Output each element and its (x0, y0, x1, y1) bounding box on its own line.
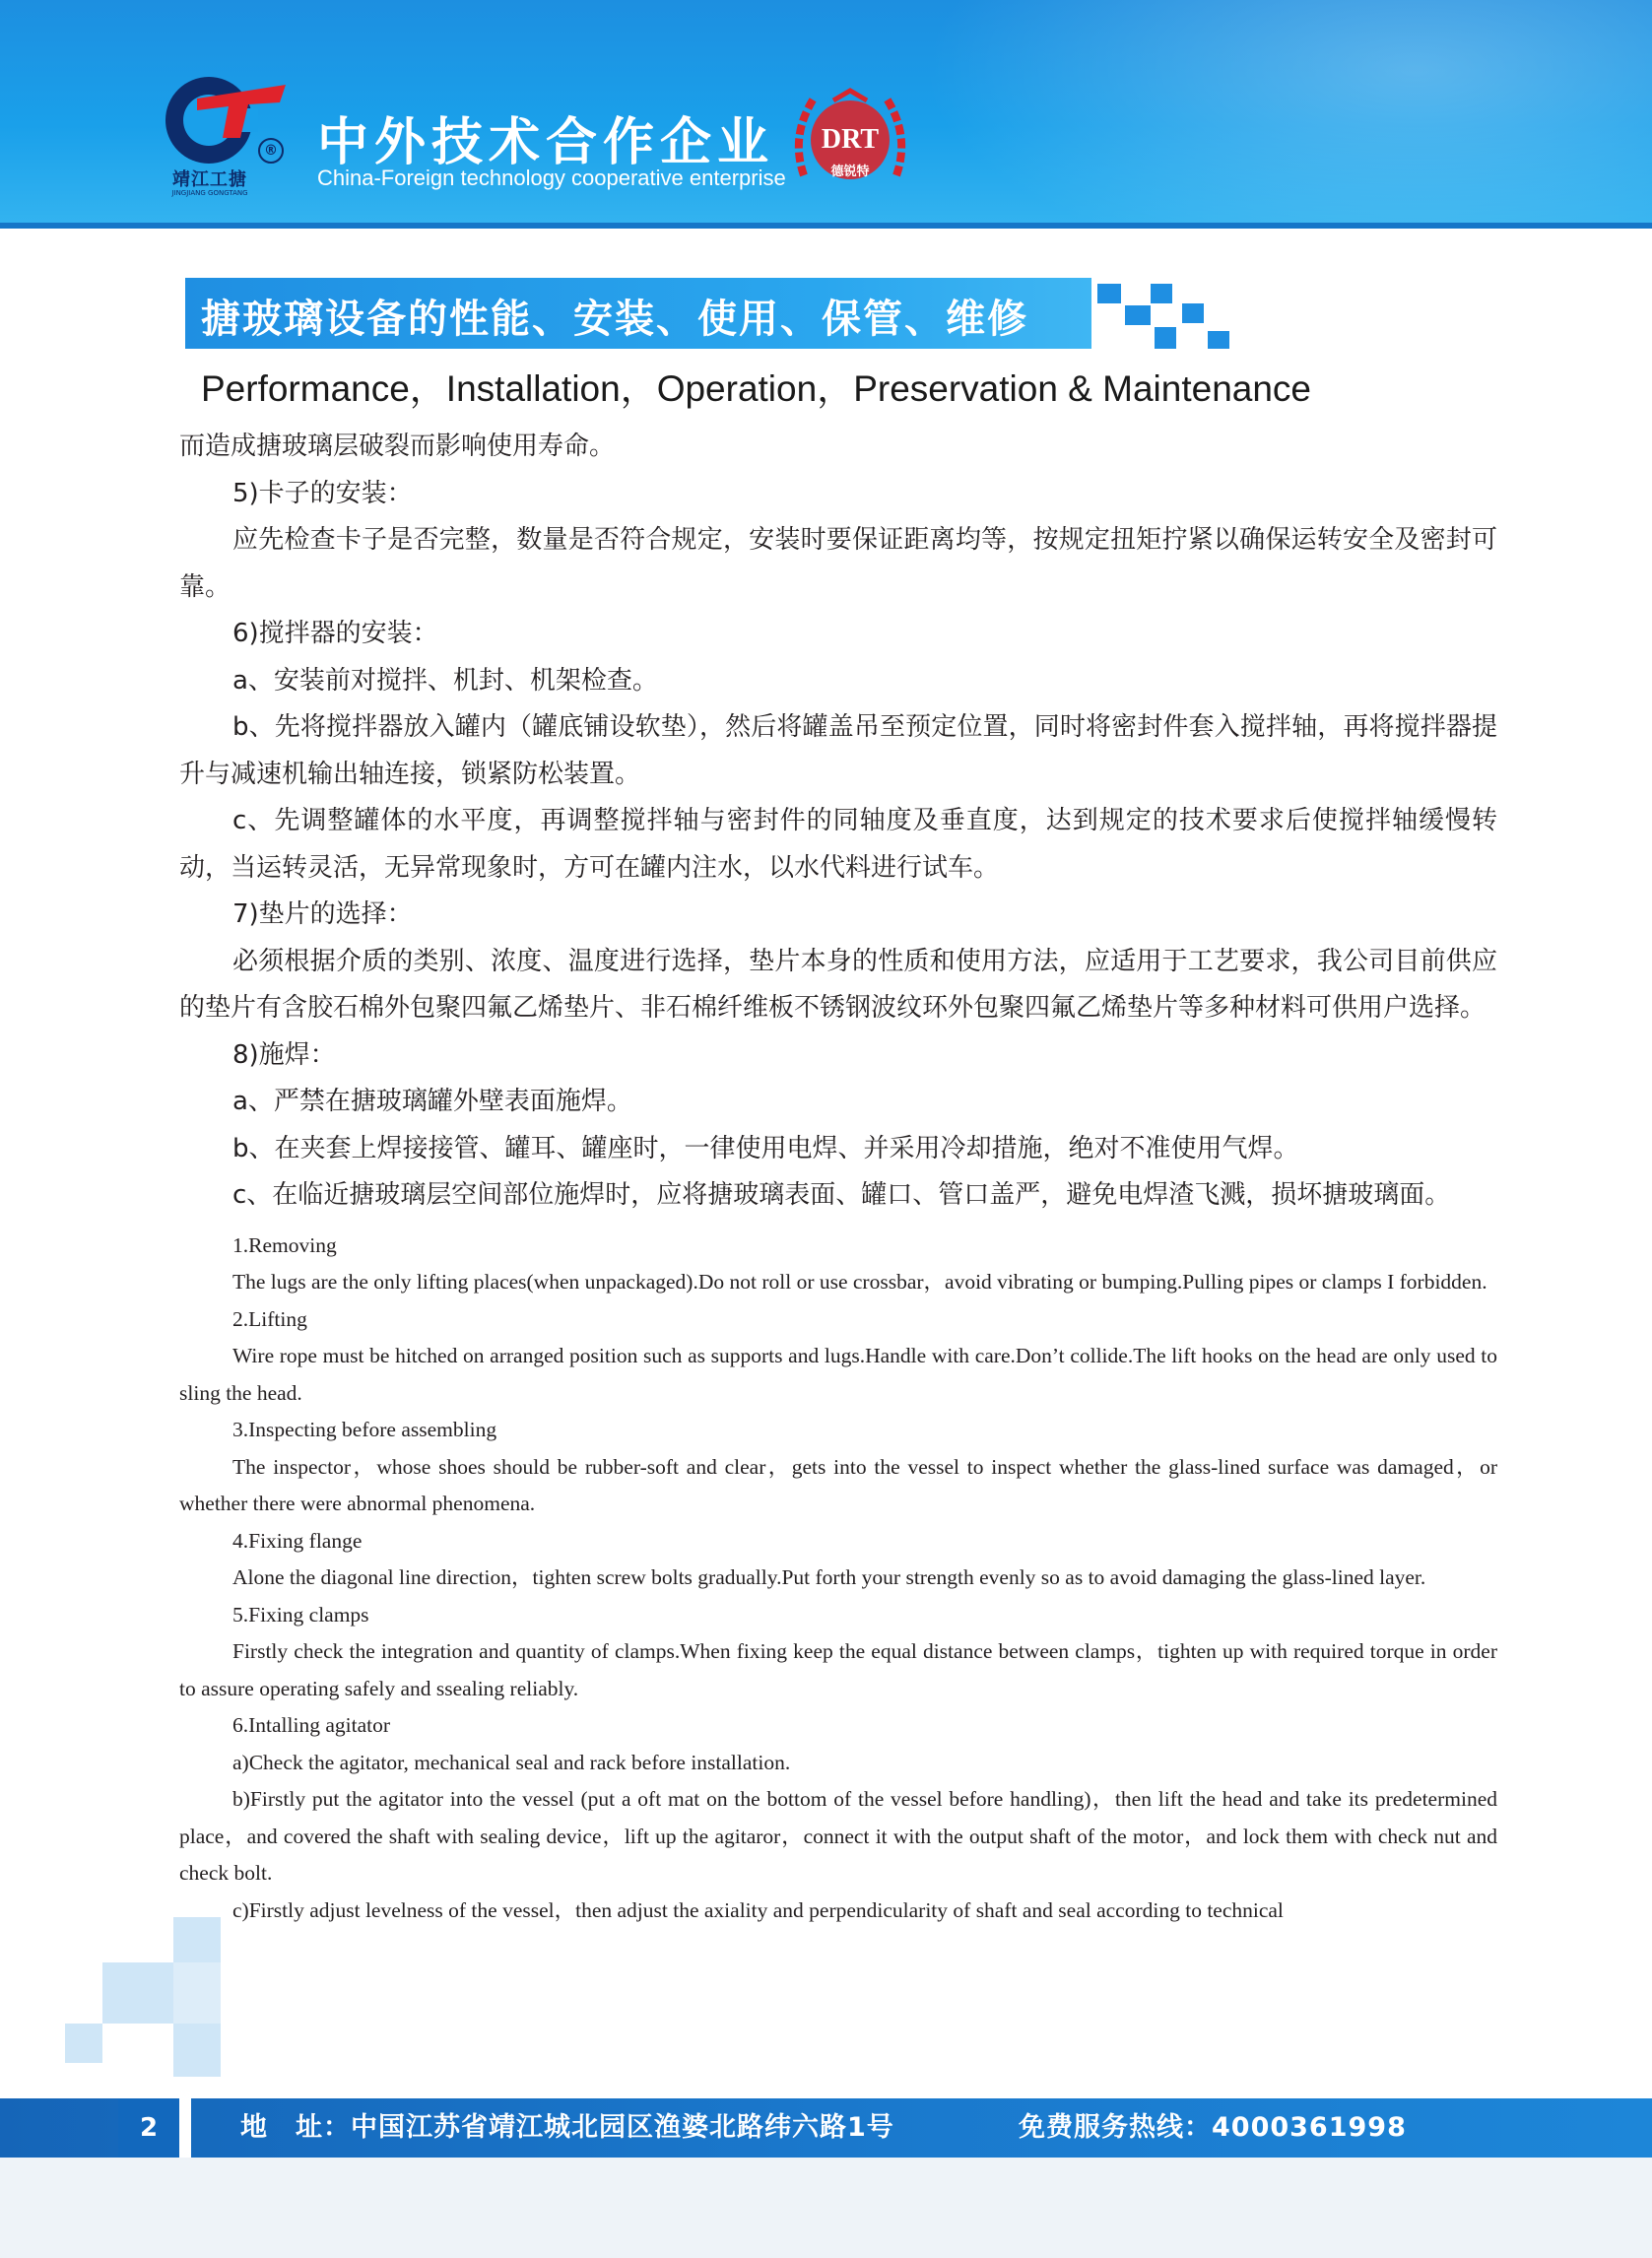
cn-paragraph: b、先将搅拌器放入罐内（罐底铺设软垫），然后将罐盖吊至预定位置，同时将密封件套入搅拌轴，再将搅拌器提升与减速机输出轴连接，锁紧防松装置。 (179, 712, 1497, 789)
cn-paragraph: c、在临近搪玻璃层空间部位施焊时，应将搪玻璃表面、罐口、管口盖严，避免电焊渣飞溅，损坏搪玻璃面。 (232, 1180, 1451, 1210)
drt-badge-icon (784, 77, 916, 209)
deco-square (173, 1962, 221, 2024)
deco-square (173, 2024, 221, 2077)
cn-paragraph: a、安装前对搅拌、机封、机架检查。 (232, 665, 658, 696)
title-deco-square (1125, 305, 1151, 325)
en-heading: 1.Removing (232, 1232, 337, 1257)
cn-paragraph: b、在夹套上焊接接管、罐耳、罐座时，一律使用电焊、并采用冷却措施，绝对不准使用气焊。 (232, 1133, 1299, 1163)
section-title-cn: 搪玻璃设备的性能、安装、使用、保管、维修 (201, 297, 1028, 342)
badge-letters: DRT (821, 124, 880, 155)
logo-english-name: JINGJIANG GONGTANG (171, 189, 248, 197)
page-number: 2 (118, 2098, 179, 2158)
cn-heading: 5)卡子的安装： (232, 478, 413, 508)
title-deco-square (1155, 327, 1176, 349)
cn-heading: 8)施焊： (232, 1039, 336, 1070)
cn-paragraph: 应先检查卡子是否完整，数量是否符合规定，安装时要保证距离均等，按规定扭矩拧紧以确保运转安全及密封可靠。 (179, 525, 1497, 602)
page-bottom-margin (0, 2158, 1652, 2258)
title-deco-square (1151, 284, 1172, 303)
en-paragraph: a)Check the agitator, mechanical seal and rack before installation. (232, 1750, 791, 1774)
cn-paragraph: a、严禁在搪玻璃罐外壁表面施焊。 (232, 1087, 632, 1116)
cn-paragraph: c、先调整罐体的水平度，再调整搅拌轴与密封件的同轴度及垂直度，达到规定的技术要求后使搅拌轴缓慢转动，当运转灵活，无异常现象时，方可在罐内注水，以水代料进行试车。 (179, 806, 1497, 883)
footer-divider (179, 2098, 191, 2158)
title-deco-square (1208, 331, 1229, 349)
header-subtitle: China-Foreign technology cooperative enterprise (317, 166, 786, 190)
cn-paragraph: 必须根据介质的类别、浓度、温度进行选择，垫片本身的性质和使用方法，应适用于工艺要求，我公司目前供应的垫片有含胶石棉外包聚四氟乙烯垫片、非石棉纤维板不锈钢波纹环外包聚四氟乙烯垫片等多种材料可供用户选择。 (179, 946, 1497, 1023)
en-paragraph: Alone the diagonal line direction，tighten screw bolts gradually.Put forth your strength evenly so as to avoid damaging the glass-lined layer. (232, 1565, 1426, 1589)
en-paragraph: Firstly check the integration and quantity of clamps.When fixing keep the equal distance between clamps，tighten up with required torque in order to assure operating safely and ssealing reliably. (179, 1639, 1497, 1700)
section-title-en: Performance，Installation，Operation，Preservation & Maintenance (201, 368, 1312, 409)
footer-hotline: 免费服务热线：4000361998 (1019, 2112, 1407, 2143)
header-title: 中外技术合作企业 (317, 113, 775, 172)
en-paragraph: Wire rope must be hitched on arranged position such as supports and lugs.Handle with care.Don’t collide.The lift hooks on the head are only used to sling the head. (179, 1344, 1497, 1405)
cn-heading: 7)垫片的选择： (232, 899, 413, 929)
footer-address: 地 址：中国江苏省靖江城北园区渔婆北路纬六路1号 (240, 2112, 894, 2143)
body-text (179, 424, 1497, 1929)
en-heading: 4.Fixing flange (232, 1528, 363, 1553)
en-heading: 2.Lifting (232, 1306, 307, 1331)
en-paragraph: c)Firstly adjust levelness of the vessel，then adjust the axiality and perpendicularity of shaft and seal according to technical (232, 1897, 1284, 1922)
header-stripe (0, 223, 1652, 229)
badge-cn: 德锐特 (830, 165, 870, 179)
title-deco-square (1097, 284, 1121, 303)
header-glow (884, 0, 1652, 229)
en-paragraph: b)Firstly put the agitator into the vessel (put a oft mat on the bottom of the vessel before handling)，then lift the head and take its predetermined place，and covered the shaft with sealing device，lift up the agitaror，connect it with the output shaft of the motor，and lock them with check nut and check bolt. (179, 1787, 1497, 1885)
logo-chinese-name: 靖江工搪 (172, 169, 247, 190)
deco-square (102, 1962, 173, 2024)
english-section (179, 1228, 1497, 1930)
en-heading: 6.Intalling agitator (232, 1713, 391, 1737)
registered-mark: ® (258, 138, 284, 164)
cn-heading: 6)搅拌器的安装： (232, 619, 438, 648)
title-deco-square (1182, 303, 1204, 323)
en-heading: 3.Inspecting before assembling (232, 1418, 497, 1441)
en-heading: 5.Fixing clamps (232, 1602, 369, 1627)
en-paragraph: The lugs are the only lifting places(when unpackaged).Do not roll or use crossbar，avoid vibrating or bumping.Pulling pipes or clamps I forbidden. (232, 1270, 1487, 1294)
deco-square (65, 2024, 102, 2063)
cn-paragraph: 而造成搪玻璃层破裂而影响使用寿命。 (179, 432, 616, 461)
en-paragraph: The inspector，whose shoes should be rubber-soft and clear，gets into the vessel to inspect whether the glass-lined surface was damaged，or whether there were abnormal phenomena. (179, 1454, 1497, 1515)
chinese-section (179, 424, 1497, 1220)
